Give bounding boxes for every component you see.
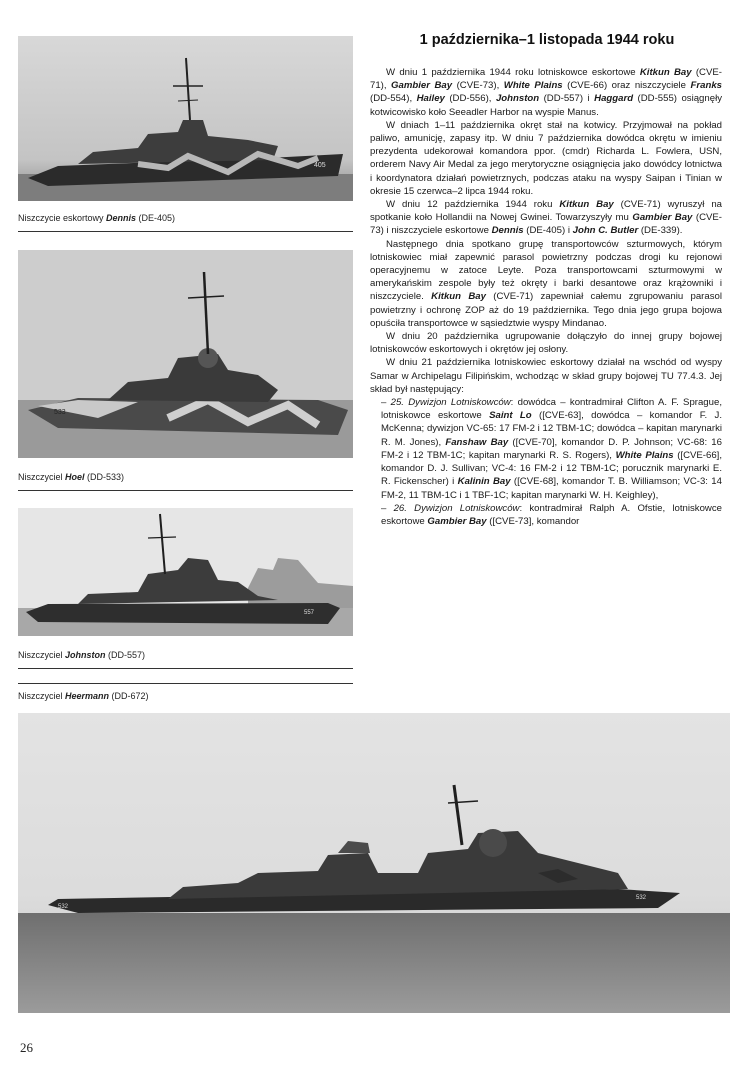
caption-johnston: Niszczyciel Johnston (DD-557) — [18, 650, 146, 660]
photo-heermann — [18, 713, 730, 1013]
caption-rule — [18, 668, 353, 669]
ship-name: Kalinin Bay — [457, 476, 511, 488]
ship-name: Johnston — [495, 93, 540, 105]
article-body — [370, 66, 722, 528]
ship-name: White Plains — [615, 449, 674, 461]
ship-photo-hoel — [18, 250, 353, 458]
ship-name: Saint Lo — [489, 410, 532, 422]
ship-name: Dennis — [491, 225, 524, 237]
ship-photo-heermann — [18, 713, 730, 1013]
ship-photo-dennis — [18, 36, 353, 201]
photo-hoel — [18, 250, 353, 458]
caption-dennis: Niszczycie eskortowy Dennis (DE-405) — [18, 213, 176, 223]
page-number: 26 — [20, 1040, 33, 1055]
ship-name: Hailey — [416, 93, 445, 105]
ship-name: Haggard — [594, 93, 634, 105]
ship-name: John C. Butler — [572, 225, 639, 237]
caption-rule — [18, 490, 353, 491]
body-paragraph: W dniu 12 października 1944 roku Kitkun Bay (CVE-71) wyruszył na spotkanie koło Hollandii na Nowej Gwinei. Towarzyszyły mu Gambier Bay (CVE-73) i niszczyciele eskortowe Dennis (DE-405) i John C. Butler (DE-339). — [370, 199, 722, 237]
unit-name: 25. Dywizjon Lotniskowców — [390, 397, 511, 409]
hull-number-heermann-stern: 532 — [636, 895, 647, 901]
hull-number-heermann-bow: 532 — [58, 904, 69, 910]
ship-name: Gambier Bay — [632, 212, 693, 224]
ship-name: Gambier Bay — [391, 80, 453, 92]
list-item: – 26. Dywizjon Lotniskowców: kontradmirał Ralph A. Ofstie, lotniskowce eskortowe Gambier Bay ([CVE-73], komandor — [381, 502, 722, 527]
photo-dennis — [18, 36, 353, 201]
caption-rule — [18, 683, 353, 684]
body-paragraph: W dniu 1 października 1944 roku lotniskowce eskortowe Kitkun Bay (CVE-71), Gambier Bay (CVE-73), White Plains (CVE-66) oraz niszczyciele Franks (DD-554), Hailey (DD-556), Johnston (DD-557) i Haggard (DD-555) osiągnęły kotwicowisko koło Seeadler Harbor na wyspie Manus. — [370, 67, 722, 118]
caption-hoel: Niszczyciel Hoel (DD-533) — [18, 472, 125, 482]
caption-heermann: Niszczyciel Heermann (DD-672) — [18, 691, 149, 701]
caption-rule — [18, 231, 353, 232]
body-paragraph: Następnego dnia spotkano grupę transportowców szturmowych, którym lotniskowiec miał zapewnić parasol powietrzny podczas drogi ku rejonowi operacyjnemu w zatoce Leyte. Poza transportowcami szturmowymi w amerykańskim zespole były też okręty i barki desantowe oraz krążowniki i niszczyciele. Kitkun Bay (CVE-71) zapewniał całemu zgrupowaniu parasol powietrzny i ochronę ZOP aż do 19 października. Tego dnia jego grupa bojowa opuściła transportowce w sąsiedztwie wyspy Mindanao. — [370, 238, 722, 329]
ship-name: Fanshaw Bay — [445, 436, 509, 448]
ship-name: Gambier Bay — [427, 515, 487, 527]
ship-name: Franks — [690, 80, 722, 92]
hull-number-johnston: 557 — [304, 610, 315, 616]
body-paragraph: W dniu 21 października lotniskowiec eskortowy działał na wschód od wyspy Samar w Archipelagu Filipińskim, wchodząc w skład grupy bojowej TU 77.4.3. Jej skład był następujący: — [370, 357, 722, 395]
hull-number-dennis: 405 — [314, 162, 326, 169]
article-heading: 1 października–1 listopada 1944 roku — [419, 32, 675, 48]
ship-name: Kitkun Bay — [639, 67, 692, 78]
body-paragraph: W dniu 20 października ugrupowanie dołączyło do innej grupy bojowej lotniskowców eskortowych i okrętów jej osłony. — [370, 331, 722, 356]
ship-name: Kitkun Bay — [559, 199, 614, 211]
hull-number-hoel: 533 — [54, 409, 66, 416]
ship-name: White Plains — [503, 80, 563, 92]
ship-name: Kitkun Bay — [431, 291, 486, 303]
body-paragraph: W dniach 1–11 października okręt stał na kotwicy. Przyjmował na pokład paliwo, amunicję, zapasy itp. W dniu 7 października dowódca okrętu w imieniu prezydenta udekorował komandora ppor. (cmdr) Richarda L. Fowlera, USN, orderem Navy Air Medal za jego merytoryczne osiągnięcia jako dowódcy lotnictwa i koordynatora działań powietrznych, podczas ataku na wyspy Saipan i Tinian w okresie 15 czerwca–2 lipca 1944 roku. — [370, 119, 722, 197]
list-item: – 25. Dywizjon Lotniskowców: dowódca – kontradmirał Clifton A. F. Sprague, lotniskowce eskortowe Saint Lo ([CVE-63], dowódca – komandor F. J. McKenna; dywizjon VC-65: 17 FM-2 i 12 TBM-1C; dowódca – kapitan marynarki R. M. Jones), Fanshaw Bay ([CVE-70], komandor D. P. Johnson; VC-68: 16 FM-2 i 12 TBM-1C; kapitan marynarki R. S. Rogers), White Plains ([CVE-66], komandor D. J. Sullivan; VC-4: 16 FM-2 i 12 TBM-1C; porucznik marynarki E. R. Fickenscher) i Kalinin Bay ([CVE-68], komandor T. B. Williamson; VC-3: 14 FM-2, 11 TBM-1C i 1 TBF-1C; kapitan marynarki W. H. Keighley), — [381, 397, 723, 501]
ship-photo-johnston — [18, 508, 353, 636]
photo-johnston — [18, 508, 353, 636]
unit-name: 26. Dywizjon Lotniskowców — [393, 502, 520, 514]
